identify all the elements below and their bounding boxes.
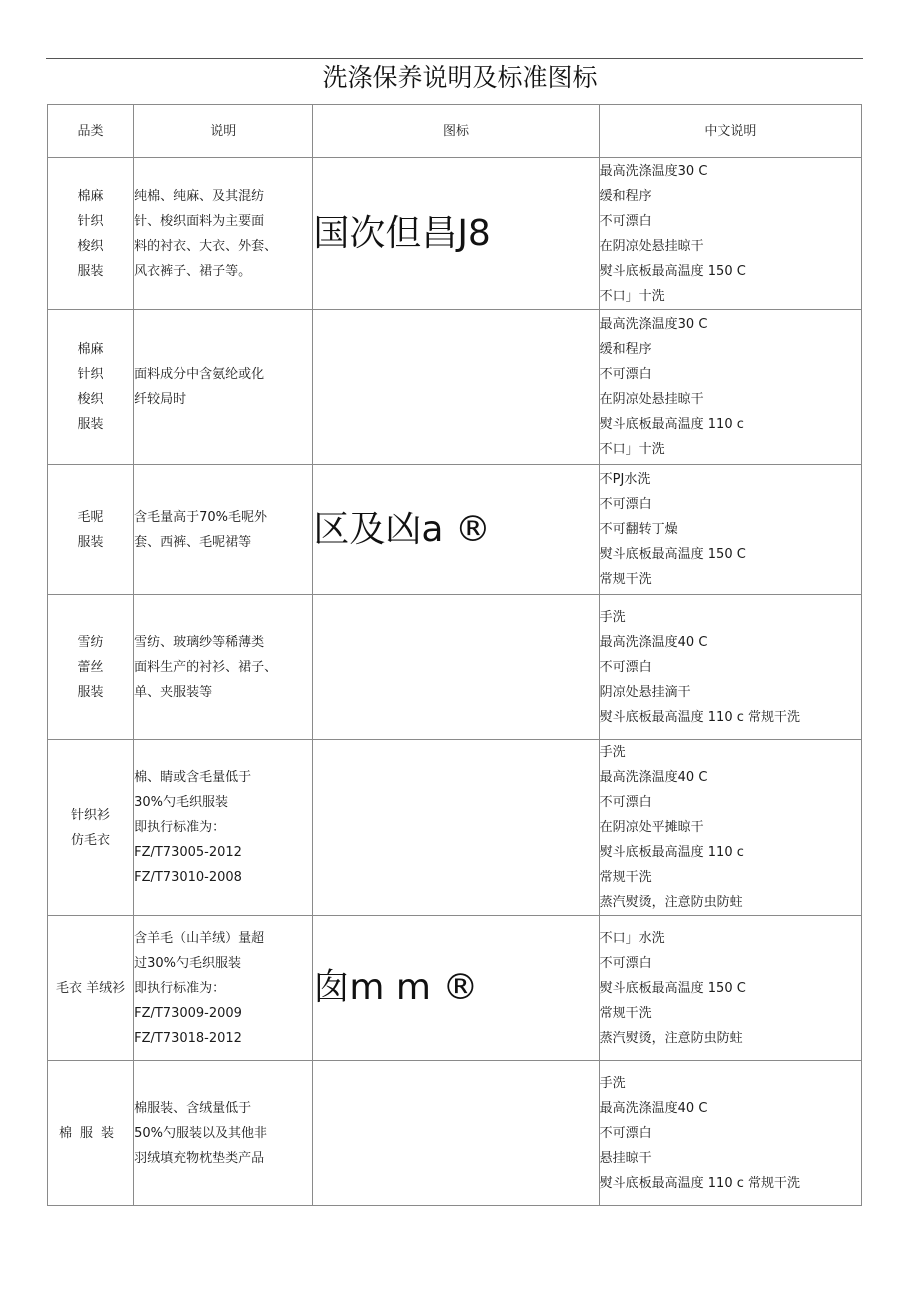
description-cell bbox=[134, 158, 313, 310]
description-line: FZ/T73005-2012 bbox=[134, 845, 242, 860]
note-line: 悬挂晾干 bbox=[599, 1150, 652, 1166]
note-line: 蒸汽熨烫，注意防虫防蛀 bbox=[599, 895, 743, 910]
note-line: 最高洗涤温度30 C bbox=[599, 163, 708, 179]
table-row bbox=[48, 310, 862, 465]
header-description: 说明 bbox=[134, 105, 313, 158]
description-line: 即执行标准为： bbox=[134, 820, 226, 835]
category-line: 雪纺 bbox=[77, 634, 104, 650]
category-line: 蕾丝 bbox=[77, 659, 104, 675]
description-line: 50%勺服装以及其他非 bbox=[134, 1125, 267, 1141]
note-line: 手洗 bbox=[599, 745, 626, 760]
category-cell bbox=[48, 465, 134, 595]
category-line: 棉服装 bbox=[59, 1125, 123, 1141]
category-line: 毛呢 bbox=[77, 509, 104, 525]
note-line: 最高洗涤温度40 C bbox=[599, 634, 708, 650]
note-line: 不可漂白 bbox=[599, 367, 652, 382]
page-title: 洗涤保养说明及标准图标 bbox=[322, 63, 598, 92]
note-line: 不可漂白 bbox=[599, 795, 652, 810]
description-line: 风衣裤子、裙子等。 bbox=[134, 263, 252, 279]
note-line: 最高洗涤温度40 C bbox=[599, 1100, 708, 1116]
description-line: 棉服装、含绒量低于 bbox=[134, 1100, 252, 1116]
category-line: 服装 bbox=[77, 534, 104, 550]
description-line: 套、西裤、毛呢裙等 bbox=[134, 534, 252, 550]
note-line: 熨斗底板最高温度 150 C bbox=[599, 547, 746, 562]
note-line: 缓和程序 bbox=[599, 342, 652, 357]
description-cell bbox=[134, 740, 313, 916]
chinese-notes-cell bbox=[599, 158, 861, 310]
chinese-notes-cell bbox=[599, 740, 861, 916]
care-icons-cell bbox=[313, 1061, 599, 1206]
category-line: 服装 bbox=[77, 263, 104, 279]
category-cell bbox=[48, 158, 134, 310]
description-line: 即执行标准为： bbox=[134, 980, 226, 996]
note-line: 在阴凉处悬挂晾干 bbox=[599, 238, 704, 254]
category-line: 针织 bbox=[77, 213, 104, 229]
header-icons: 图标 bbox=[313, 105, 599, 158]
chinese-notes-cell bbox=[599, 465, 861, 595]
table-row bbox=[48, 1061, 862, 1206]
note-line: 熨斗底板最高温度 110 c bbox=[599, 417, 744, 432]
note-line: 熨斗底板最高温度 110 c bbox=[599, 845, 744, 860]
note-line: 不可翻转丁燥 bbox=[599, 522, 678, 537]
care-icons-cell bbox=[313, 310, 599, 465]
category-line: 梭织 bbox=[77, 238, 104, 254]
category-line: 服装 bbox=[77, 684, 104, 700]
description-line: 雪纺、玻璃纱等稀薄类 bbox=[134, 634, 265, 650]
note-line: 最高洗涤温度40 C bbox=[599, 770, 708, 785]
note-line: 不口」十洗 bbox=[599, 442, 665, 457]
category-line: 毛衣 羊绒衫 bbox=[55, 980, 126, 996]
description-line: 含羊毛（山羊绒）量超 bbox=[134, 930, 265, 946]
note-line: 在阴凉处悬挂晾干 bbox=[599, 392, 704, 407]
description-line: 过30%勺毛织服装 bbox=[134, 955, 241, 971]
table-row bbox=[48, 595, 862, 740]
note-line: 阴凉处悬挂滴干 bbox=[599, 684, 691, 700]
care-icons-cell bbox=[313, 465, 599, 595]
description-line: 料的衬衣、大衣、外套、 bbox=[134, 238, 278, 254]
note-line: 手洗 bbox=[599, 609, 626, 625]
care-icons-cell bbox=[313, 595, 599, 740]
care-symbols-icon: 国次但昌J8 bbox=[313, 212, 491, 254]
description-line: 含毛量高于70%毛呢外 bbox=[134, 509, 267, 525]
description-line: FZ/T73018-2012 bbox=[134, 1030, 242, 1046]
note-line: 在阴凉处平摊晾干 bbox=[599, 820, 704, 835]
care-icons-cell bbox=[313, 740, 599, 916]
description-line: 针、梭织面料为主要面 bbox=[134, 213, 265, 229]
note-line: 熨斗底板最高温度 110 c 常规干洗 bbox=[599, 1175, 801, 1191]
category-line: 棉麻 bbox=[77, 188, 104, 204]
description-line: 30%勺毛织服装 bbox=[134, 795, 228, 810]
note-line: 熨斗底板最高温度 150 C bbox=[599, 263, 746, 279]
category-cell bbox=[48, 1061, 134, 1206]
category-line: 针织衫 bbox=[71, 807, 111, 823]
note-line: 不可漂白 bbox=[599, 213, 652, 229]
care-icons-cell bbox=[313, 158, 599, 310]
note-line: 常规干洗 bbox=[599, 870, 652, 885]
category-line: 针织 bbox=[77, 367, 104, 382]
category-cell bbox=[48, 916, 134, 1061]
description-line: FZ/T73009-2009 bbox=[134, 1005, 242, 1021]
category-line: 梭织 bbox=[77, 392, 104, 407]
description-line: 棉、睛或含毛量低于 bbox=[134, 770, 252, 785]
table-row bbox=[48, 465, 862, 595]
note-line: 熨斗底板最高温度 110 c 常规干洗 bbox=[599, 709, 801, 725]
description-line: 面料生产的衬衫、裙子、 bbox=[134, 659, 278, 675]
description-cell bbox=[134, 916, 313, 1061]
header-category: 品类 bbox=[48, 105, 134, 158]
description-line: 面料成分中含氨纶或化 bbox=[134, 367, 265, 382]
note-line: 缓和程序 bbox=[599, 188, 652, 204]
table-row bbox=[48, 158, 862, 310]
description-line: 单、夹服装等 bbox=[134, 684, 213, 700]
care-icons-cell bbox=[313, 916, 599, 1061]
table-row bbox=[48, 740, 862, 916]
note-line: 不可漂白 bbox=[599, 659, 652, 675]
note-line: 常规干洗 bbox=[599, 1005, 652, 1021]
top-rule bbox=[46, 58, 863, 59]
note-line: 最高洗涤温度30 C bbox=[599, 317, 708, 332]
category-cell bbox=[48, 740, 134, 916]
table-row bbox=[48, 916, 862, 1061]
care-symbols-icon: 囱m m ® bbox=[313, 967, 479, 1008]
chinese-notes-cell bbox=[599, 916, 861, 1061]
note-line: 不口」水洗 bbox=[599, 930, 665, 946]
description-cell bbox=[134, 465, 313, 595]
description-line: FZ/T73010-2008 bbox=[134, 870, 242, 885]
note-line: 不可漂白 bbox=[599, 497, 652, 512]
note-line: 常规干洗 bbox=[599, 572, 652, 587]
header-chinese-notes: 中文说明 bbox=[599, 105, 861, 158]
chinese-notes-cell bbox=[599, 595, 861, 740]
description-cell bbox=[134, 1061, 313, 1206]
description-line: 羽绒填充物枕垫类产品 bbox=[134, 1150, 265, 1166]
care-symbol-table bbox=[47, 104, 862, 1206]
description-cell bbox=[134, 595, 313, 740]
note-line: 不可漂白 bbox=[599, 1125, 652, 1141]
chinese-notes-cell bbox=[599, 310, 861, 465]
note-line: 不口」十洗 bbox=[599, 288, 665, 304]
category-cell bbox=[48, 310, 134, 465]
note-line: 蒸汽熨烫，注意防虫防蛀 bbox=[599, 1030, 743, 1046]
chinese-notes-cell bbox=[599, 1061, 861, 1206]
note-line: 不可漂白 bbox=[599, 955, 652, 971]
note-line: 熨斗底板最高温度 150 C bbox=[599, 980, 746, 996]
description-line: 纯棉、纯麻、及其混纺 bbox=[134, 188, 265, 204]
description-cell bbox=[134, 310, 313, 465]
description-line: 纤较局时 bbox=[134, 392, 187, 407]
care-symbols-icon: 区及凶a ® bbox=[313, 508, 491, 550]
note-line: 不PJ水洗 bbox=[599, 472, 651, 487]
category-line: 仿毛衣 bbox=[71, 832, 111, 848]
table-header-row bbox=[48, 105, 862, 158]
category-line: 棉麻 bbox=[77, 342, 104, 357]
category-cell bbox=[48, 595, 134, 740]
category-line: 服装 bbox=[77, 417, 104, 432]
note-line: 手洗 bbox=[599, 1075, 626, 1091]
